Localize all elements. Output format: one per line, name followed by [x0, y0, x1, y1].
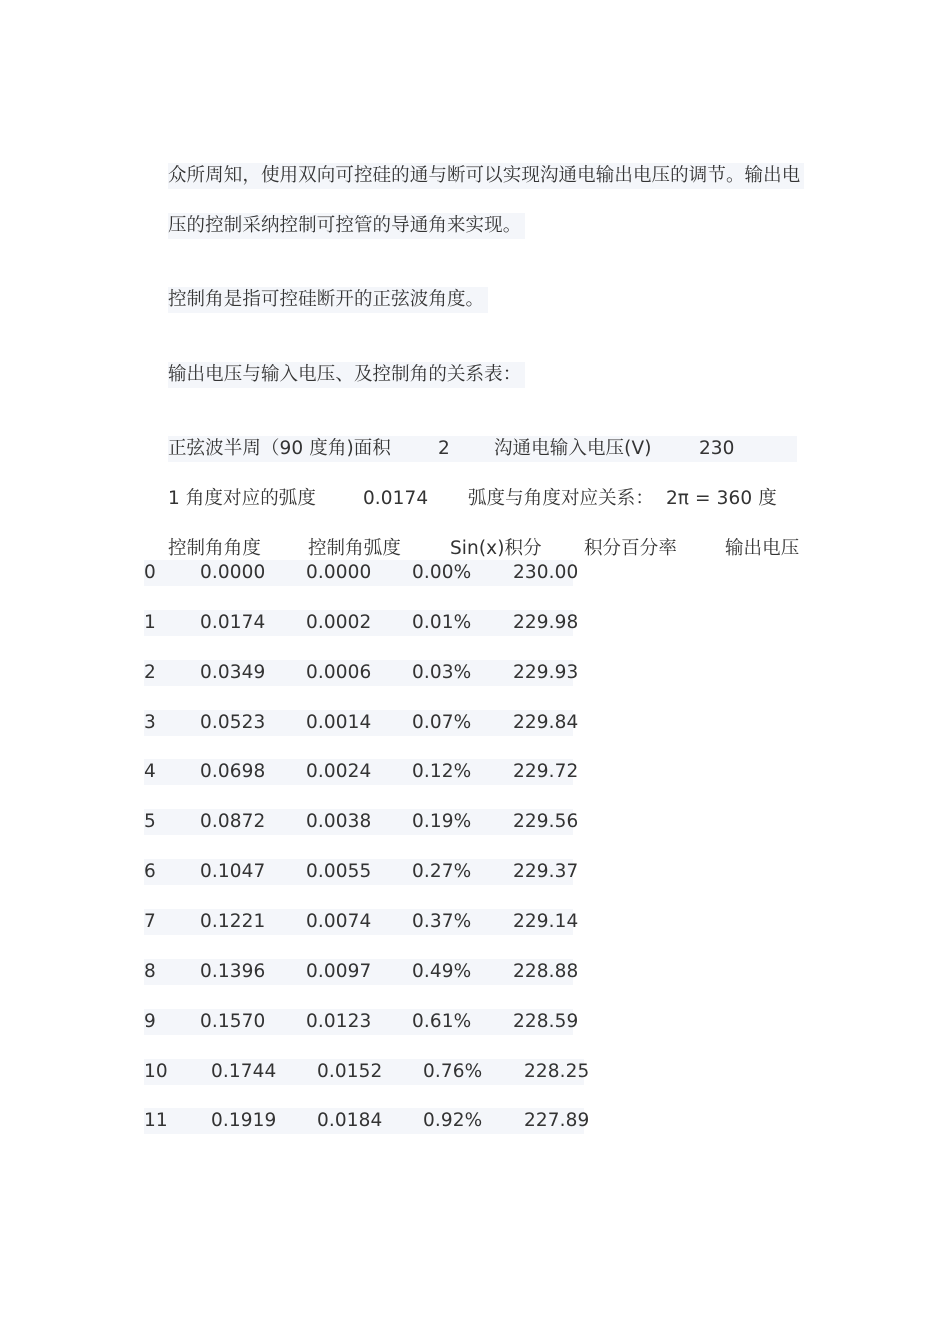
table-row	[144, 1009, 579, 1035]
cell-percent: 0.37%	[412, 909, 513, 935]
cell-percent: 0.27%	[412, 859, 513, 885]
cell-radian: 0.1919	[211, 1108, 317, 1134]
table-row	[144, 759, 579, 785]
cell-percent: 0.49%	[412, 959, 513, 985]
cell-angle: 1	[144, 610, 200, 636]
cell-sin-integral: 0.0074	[306, 909, 412, 935]
header-radian: 控制角弧度	[307, 538, 401, 559]
table-header-row	[144, 510, 800, 559]
table-row	[144, 560, 579, 586]
header-sin-integral: Sin(x)积分	[449, 538, 542, 559]
table-row	[144, 1059, 590, 1085]
radian-value: 0.0174	[362, 488, 429, 509]
table-row	[144, 809, 579, 835]
relation-label: 弧度与角度对应关系：	[467, 488, 654, 509]
cell-sin-integral: 0.0055	[306, 859, 412, 885]
cell-output-voltage: 228.25	[524, 1059, 584, 1085]
cell-radian: 0.0349	[200, 660, 306, 686]
cell-percent: 0.07%	[412, 710, 513, 736]
cell-radian: 0.1047	[200, 859, 306, 885]
cell-sin-integral: 0.0184	[317, 1108, 423, 1134]
cell-output-voltage: 229.84	[513, 710, 573, 736]
table-row	[144, 710, 579, 736]
table-row	[144, 859, 579, 885]
cell-percent: 0.12%	[412, 759, 513, 785]
cell-sin-integral: 0.0038	[306, 809, 412, 835]
cell-radian: 0.0174	[200, 610, 306, 636]
cell-angle: 8	[144, 959, 200, 985]
cell-percent: 0.19%	[412, 809, 513, 835]
intro-text-2: 压的控制采纳控制可控管的导通角来实现。	[168, 213, 525, 239]
cell-radian: 0.1744	[211, 1059, 317, 1085]
cell-angle: 3	[144, 710, 200, 736]
relation-value: 2π = 360 度	[665, 488, 777, 509]
table-row	[144, 610, 579, 636]
cell-output-voltage: 228.88	[513, 959, 573, 985]
table-row	[144, 909, 579, 935]
definition-line	[144, 261, 488, 310]
cell-angle: 9	[144, 1009, 200, 1035]
cell-sin-integral: 0.0123	[306, 1009, 412, 1035]
cell-output-voltage: 228.59	[513, 1009, 573, 1035]
cell-percent: 0.61%	[412, 1009, 513, 1035]
cell-output-voltage: 229.37	[513, 859, 573, 885]
cell-radian: 0.0000	[200, 560, 306, 586]
cell-percent: 0.76%	[423, 1059, 524, 1085]
cell-radian: 0.0698	[200, 759, 306, 785]
param-area-bg	[168, 436, 797, 462]
input-voltage-label: 沟通电输入电压(V)	[493, 438, 652, 459]
cell-angle: 11	[144, 1108, 211, 1134]
cell-radian: 0.0872	[200, 809, 306, 835]
param-line-radian	[144, 460, 777, 509]
cell-percent: 0.92%	[423, 1108, 524, 1134]
cell-percent: 0.00%	[412, 560, 513, 586]
header-angle: 控制角角度	[167, 538, 261, 559]
table-row	[144, 1108, 590, 1134]
header-output-voltage: 输出电压	[724, 538, 800, 559]
cell-percent: 0.01%	[412, 610, 513, 636]
header-percent: 积分百分率	[583, 538, 677, 559]
cell-output-voltage: 230.00	[513, 560, 573, 586]
cell-output-voltage: 229.93	[513, 660, 573, 686]
cell-radian: 0.1396	[200, 959, 306, 985]
cell-angle: 6	[144, 859, 200, 885]
intro-line-1	[144, 137, 804, 186]
cell-radian: 0.1221	[200, 909, 306, 935]
area-value: 2	[437, 438, 450, 459]
cell-sin-integral: 0.0097	[306, 959, 412, 985]
cell-percent: 0.03%	[412, 660, 513, 686]
cell-output-voltage: 227.89	[524, 1108, 584, 1134]
cell-sin-integral: 0.0024	[306, 759, 412, 785]
table-caption	[144, 336, 525, 385]
cell-radian: 0.0523	[200, 710, 306, 736]
param-line-area	[144, 410, 797, 459]
radian-label: 1 角度对应的弧度	[167, 488, 316, 509]
table-row	[144, 660, 579, 686]
cell-radian: 0.1570	[200, 1009, 306, 1035]
cell-sin-integral: 0.0014	[306, 710, 412, 736]
cell-output-voltage: 229.56	[513, 809, 573, 835]
cell-angle: 10	[144, 1059, 211, 1085]
cell-angle: 0	[144, 560, 200, 586]
input-voltage-value: 230	[698, 438, 735, 459]
cell-sin-integral: 0.0002	[306, 610, 412, 636]
cell-angle: 4	[144, 759, 200, 785]
cell-angle: 5	[144, 809, 200, 835]
definition-text: 控制角是指可控硅断开的正弦波角度。	[168, 287, 488, 313]
intro-line-2	[144, 187, 525, 236]
cell-angle: 2	[144, 660, 200, 686]
cell-output-voltage: 229.72	[513, 759, 573, 785]
cell-sin-integral: 0.0152	[317, 1059, 423, 1085]
table-caption-text: 输出电压与输入电压、及控制角的关系表：	[168, 362, 525, 388]
cell-sin-integral: 0.0000	[306, 560, 412, 586]
area-label: 正弦波半周（90 度角)面积	[167, 438, 391, 459]
cell-output-voltage: 229.14	[513, 909, 573, 935]
cell-sin-integral: 0.0006	[306, 660, 412, 686]
table-row	[144, 959, 579, 985]
cell-angle: 7	[144, 909, 200, 935]
intro-text-1: 众所周知，使用双向可控硅的通与断可以实现沟通电输出电压的调节。输出电	[168, 163, 804, 189]
cell-output-voltage: 229.98	[513, 610, 573, 636]
